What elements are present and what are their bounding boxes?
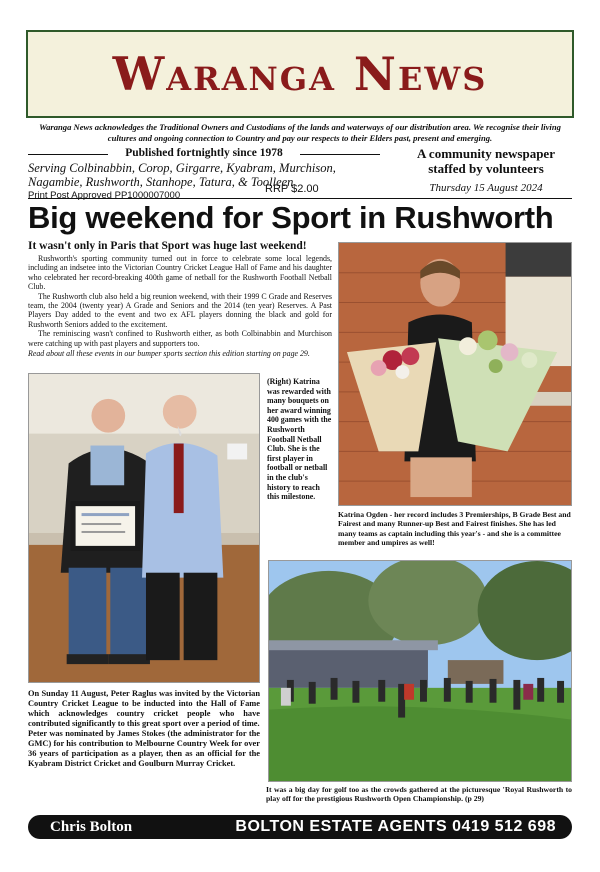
publication-frequency: Published fortnightly since 1978 — [28, 147, 380, 159]
story-paragraph: The reminiscing wasn't confined to Rushworth either, as both Colbinabbin and Murchison were catching up with past players and supporters too. — [28, 329, 332, 348]
price: RRP $2.00 — [265, 183, 319, 195]
masthead-tagline-block — [400, 146, 572, 194]
katrina-photo — [338, 242, 572, 506]
story-paragraph: The Rushworth club also held a big reunion weekend, with their 1999 C Grade and Reserves team, the 2004 (twenty year) A Grade and Seniors and the 2014 (ten year) Reserves. A Past Players Day added to the event and two ex AFL players donning the black and gold for Rushworth Seniors added to the excitement. — [28, 291, 332, 329]
golf-caption: It was a big day for golf too as the crowds gathered at the picturesque 'Royal Rushworth to play off for the prestigious Rushworth Open Championship. (p 29) — [266, 785, 572, 804]
read-more-note: Read about all these events in our bumper sports section this edition starting on page 29. — [28, 349, 310, 359]
header-divider — [28, 198, 572, 199]
tagline: A community newspaper staffed by volunteers — [417, 146, 555, 176]
footer-agency: BOLTON ESTATE AGENTS 0419 512 698 — [235, 818, 556, 835]
print-post-number: Print Post Approved PP1000007000 — [28, 190, 181, 201]
golf-photo — [268, 560, 572, 782]
issue-date: Thursday 15 August 2024 — [429, 182, 543, 194]
raglus-caption-para: On Sunday 11 August, Peter Raglus was invited by the Victorian Country Cricket League to be inducted into the Hall of Fame which acknowledges country cricket people who have contributed significantly to this great sport over a period of time. — [28, 689, 260, 728]
raglus-caption — [28, 689, 260, 769]
footer-advertiser-name: Chris Bolton — [50, 818, 133, 835]
advertiser-footer — [28, 815, 572, 839]
raglus-caption-para: Peter was nominated by James Stokes (the administrator for the GMC) for his contribution to Melbourne Country Week for over 36 years of participation as a player, then as an official for the Kyabram District Cricket and Goulburn Murray Cricket. — [28, 729, 260, 768]
story-subhead: It wasn't only in Paris that Sport was huge last weekend! — [28, 240, 307, 252]
publication-info — [28, 147, 380, 201]
award-photo — [28, 373, 260, 683]
masthead-title: Waranga News — [112, 47, 488, 101]
story-paragraph: Rushworth's sporting community turned out in force to celebrate some local legends, including an indsetee into the Victorian Country Cricket League Hall of Fame and his daughter who celebrated her record-breaking 400th game of netball for the Rushworth Football Netball Club. — [28, 254, 332, 292]
serving-areas: Serving Colbinabbin, Corop, Girgarre, Kyabram, Murchison, Nagambie, Rushworth, Stanhope, Tatura, & Toolleen — [28, 161, 336, 189]
main-headline: Big weekend for Sport in Rushworth — [28, 200, 554, 235]
katrina-side-caption: (Right) Katrina was rewarded with many bouquets on her award winning 400 games with the Rushworth Football Netball Club. She is the first player in football or netball in the club's history to reach this milestone. — [267, 377, 332, 502]
masthead — [26, 30, 574, 118]
acknowledgement: Waranga News acknowledges the Traditional Owners and Custodians of the lands and waterways of our distribution area. We recognise their living cultures and ongoing connection to Country and pay our respects to their Elders past, present and emerging. — [39, 122, 561, 143]
katrina-caption: Katrina Ogden - her record includes 3 Premierships, B Grade Best and Fairest and many Runner-up Best and Fairest finishes. She has led many teams as captain including this year's - and she is a committee member and umpires as well! — [338, 510, 571, 548]
lead-story — [28, 240, 332, 358]
